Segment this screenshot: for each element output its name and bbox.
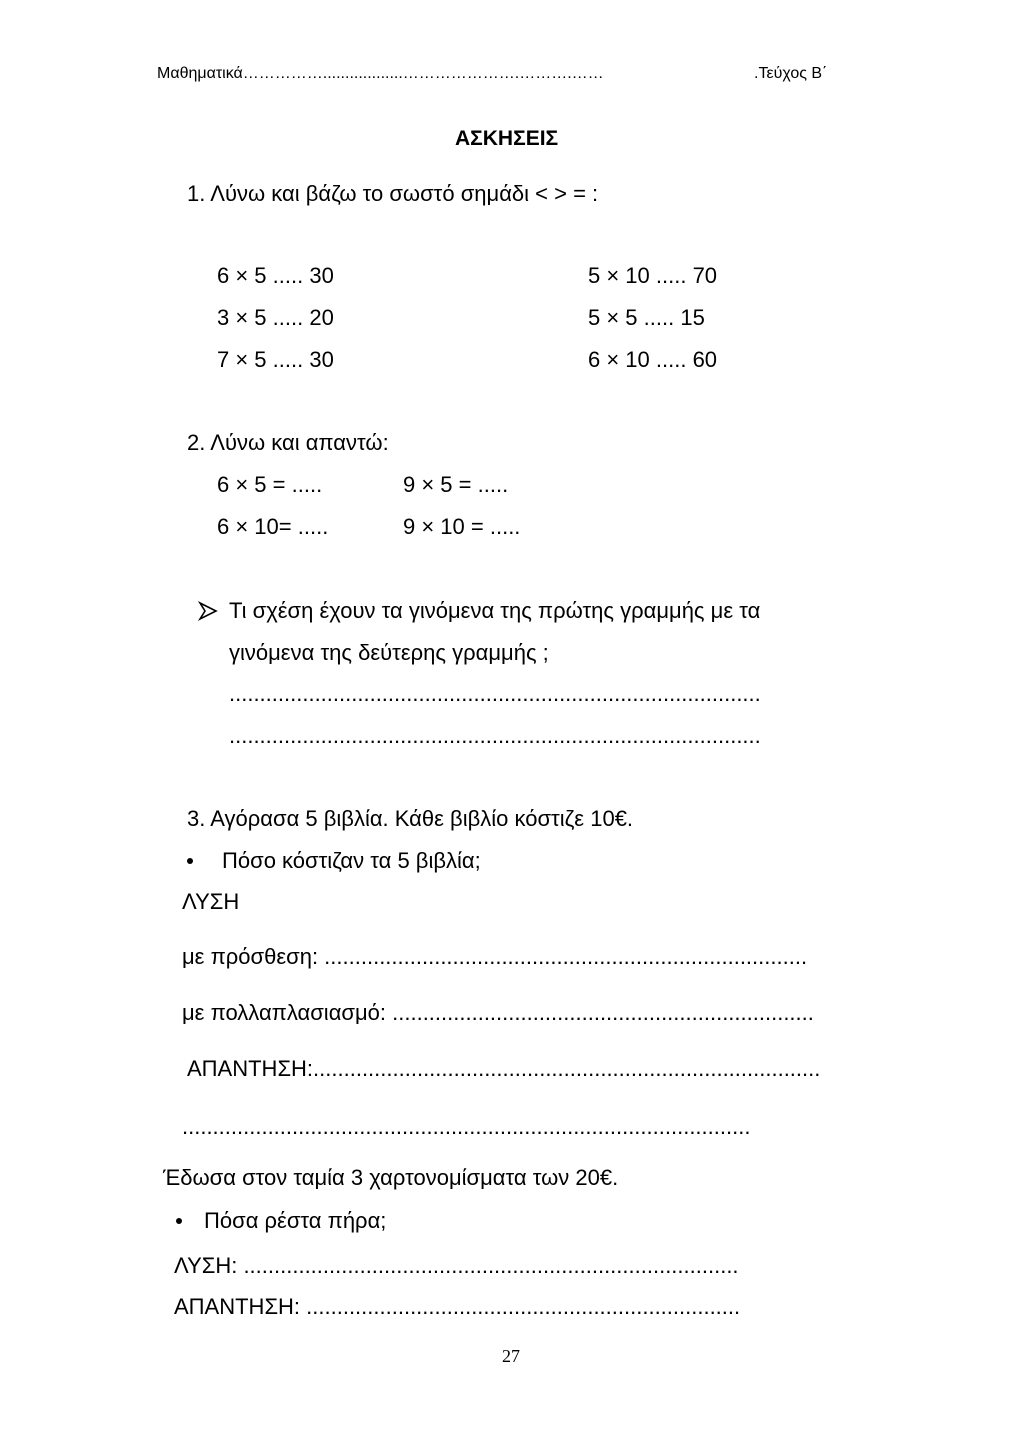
answer-dotted-line: ............................................................................................. [182, 1114, 751, 1139]
answer-line: ΑΠΑΝΤΗΣΗ: ....................................................................... [174, 1294, 741, 1319]
exercise2-question-line: γινόμενα της δεύτερης γραμμής ; [229, 640, 549, 665]
exercise3-question: Πόσο κόστιζαν τα 5 βιβλία; [222, 848, 481, 873]
exercise2-item: 9 × 5 = ..... [403, 472, 509, 497]
header-left: Μαθηματικά……………..................………………….……….…… [157, 65, 604, 82]
bullet-icon [176, 1218, 182, 1224]
exercise3-prompt: 3. Αγόρασα 5 βιβλία. Κάθε βιβλίο κόστιζε 10€. [187, 806, 634, 831]
exercise2-prompt: 2. Λύνω και απαντώ: [187, 430, 389, 455]
addition-line: με πρόσθεση: ............................................................................... [182, 944, 808, 969]
multiplication-line: με πολλαπλασιασμό: ..................................................................... [182, 1000, 814, 1025]
exercise2-item: 6 × 10= ..... [217, 514, 329, 539]
exercise1-right-item: 5 × 10 ..... 70 [588, 263, 718, 288]
solution-line: ΛΥΣΗ: ................................................................................. [174, 1253, 739, 1278]
answer-dotted-line: ....................................................................................... [229, 723, 761, 748]
page-number: 27 [502, 1346, 520, 1366]
exercise4-prompt: Έδωσα στον ταμία 3 χαρτονομίσματα των 20€. [163, 1165, 619, 1190]
answer-line: ΑΠΑΝΤΗΣΗ:................................................................................... [187, 1056, 821, 1081]
exercise2-item: 6 × 5 = ..... [217, 472, 323, 497]
arrow-bullet-icon [198, 600, 220, 622]
exercise1-right-item: 5 × 5 ..... 15 [588, 305, 705, 330]
exercise2-item: 9 × 10 = ..... [403, 514, 521, 539]
exercise1-prompt: 1. Λύνω και βάζω το σωστό σημάδι < > = : [187, 181, 599, 206]
solution-label: ΛΥΣΗ [182, 889, 240, 914]
bullet-icon [187, 858, 193, 864]
answer-dotted-line: ....................................................................................... [229, 681, 761, 706]
exercise1-left-item: 3 × 5 ..... 20 [217, 305, 334, 330]
exercise2-question-line: Τι σχέση έχουν τα γινόμενα της πρώτης γραμμής με τα [229, 598, 761, 623]
exercise1-right-item: 6 × 10 ..... 60 [588, 347, 718, 372]
exercise4-question: Πόσα ρέστα πήρα; [204, 1208, 387, 1233]
exercise1-left-item: 7 × 5 ..... 30 [217, 347, 334, 372]
exercise1-left-item: 6 × 5 ..... 30 [217, 263, 334, 288]
page-title: ΑΣΚΗΣΕΙΣ [455, 127, 559, 150]
header-right: .Τεύχος Β΄ [754, 65, 828, 82]
